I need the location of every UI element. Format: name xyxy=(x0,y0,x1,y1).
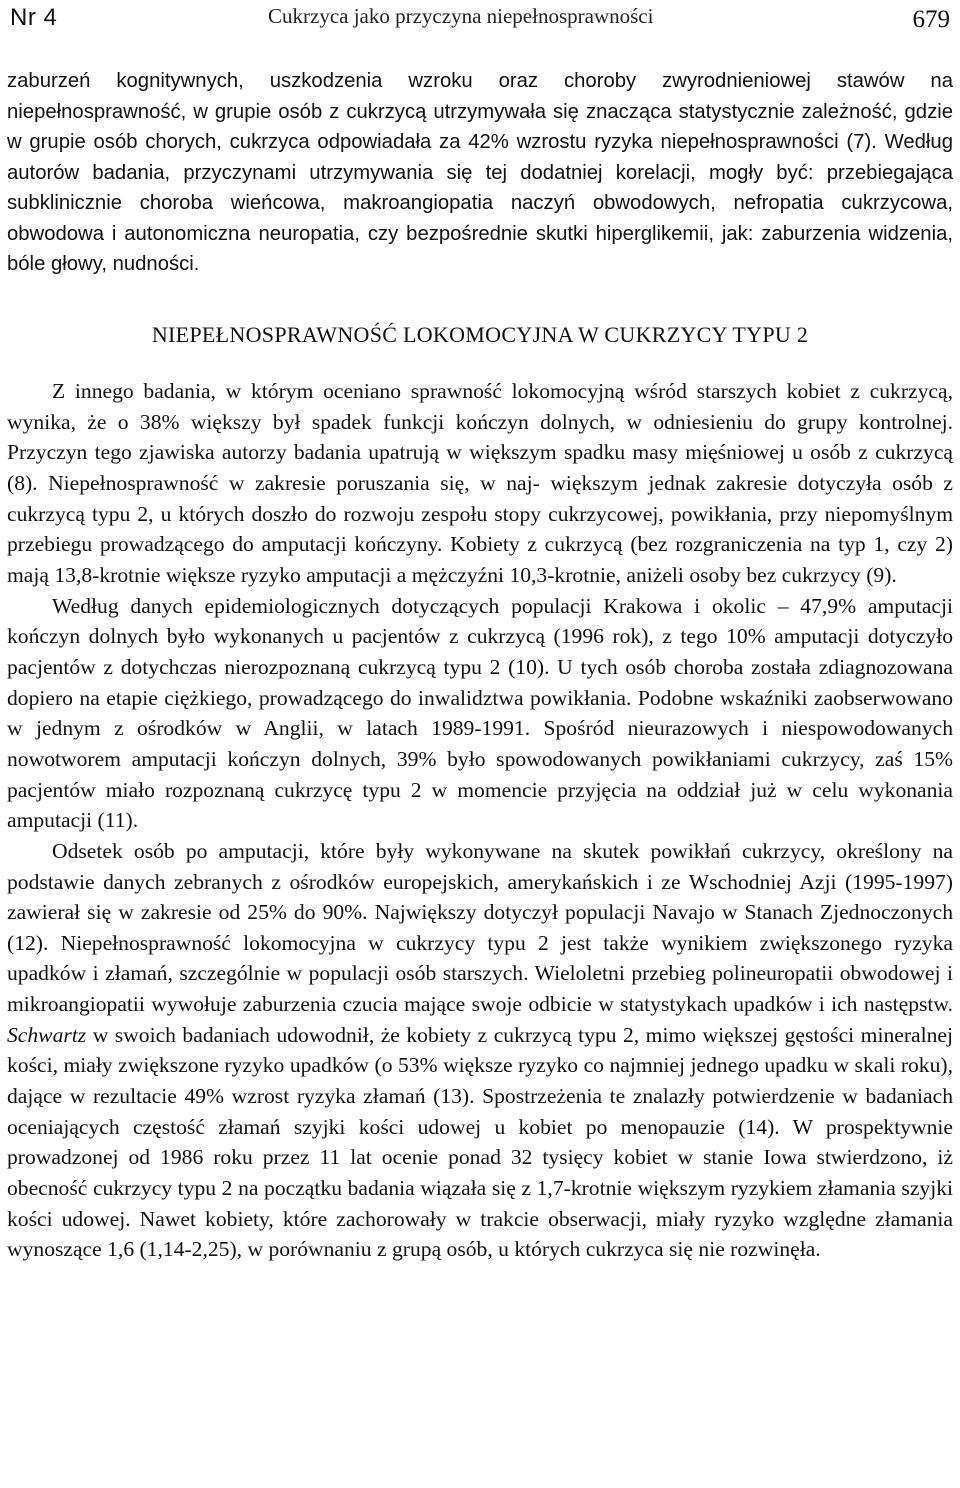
running-header xyxy=(10,4,950,40)
issue-number: Nr 4 xyxy=(10,4,58,31)
paragraph-3-text-start: Odsetek osób po amputacji, które były wykonywane na skutek powikłań cukrzycy, określony na podstawie danych zebranych z ośrodków europejskich, amerykańskich i ze Wschodniej Azji (1995-1997) zawierał się w zakresie od 25% do 90%. Największy dotyczył populacji Navajo w Stanach Zjednoczonych (12). Niepełnosprawność lokomocyjna w cukrzycy typu 2 jest także wynikiem zwiększonego ryzyka upadków i złamań, szczególnie w populacji osób starszych. Wieloletni przebieg polineuropatii obwodowej i mikroangiopatii wywołuje zaburzenia czucia mające swoje odbicie w statystykach upadków i ich następstw. xyxy=(7,838,953,1017)
running-title: Cukrzyca jako przyczyna niepełnosprawności xyxy=(268,4,654,28)
continued-paragraph: zaburzeń kognitywnych, uszkodzenia wzroku oraz choroby zwyrodnieniowej stawów na niepełnosprawność, w grupie osób z cukrzycą utrzymywała się znacząca statystycznie zależność, gdzie w grupie osób chorych, cukrzyca odpowiadała za 42% wzrostu ryzyka niepełnosprawności (7). Według autorów badania, przyczynami utrzymywania się tej dodatniej korelacji, mogły być: przebiegająca subklinicznie choroba wieńcowa, makroangiopatia naczyń obwodowych, nefropatia cukrzycowa, obwodowa i autonomiczna neuropatia, czy bezpośrednie skutki hiperglikemii, jak: zaburzenia widzenia, bóle głowy, nudności. xyxy=(7,70,953,275)
section-heading: NIEPEŁNOSPRAWNOŚĆ LOKOMOCYJNA W CUKRZYCY TYPU 2 xyxy=(151,322,809,347)
section-body xyxy=(7,376,953,1265)
body-paragraph-2: Według danych epidemiologicznych dotyczących populacji Krakowa i okolic – 47,9% amputacji kończyn dolnych było wykonanych u pacjentów z cukrzycą (1996 rok), z tego 10% amputacji dotyczyło pacjentów z dotychczas nierozpoznaną cukrzycą typu 2 (10). U tych osób choroba została zdiagnozowana dopiero na etapie ciężkiego, prowadzącego do inwalidztwa powikłania. Podobne wskaźniki zaobserwowano w jednym z ośrodków w Anglii, w latach 1989-1991. Spośród nieurazowych i niespowodowanych nowotworem amputacji kończyn dolnych, 39% było spowodowanych powikłaniami cukrzycy, zaś 15% pacjentów miało rozpoznaną cukrzycę typu 2 w momencie przyjęcia na oddział już w celu wykonania amputacji (11). xyxy=(7,593,953,833)
body-paragraph-1: Z innego badania, w którym oceniano sprawność lokomocyjną wśród starszych kobiet z cukrzycą, wynika, że o 38% większy był spadek funkcji kończyn dolnych, w odniesieniu do grupy kontrolnej. Przyczyn tego zjawiska autorzy badania upatrują w większym spadku masy mięśniowej u osób z cukrzycą (8). Niepełnosprawność w zakresie poruszania się, w naj- większym jednak zakresie dotyczyła osób z cukrzycą typu 2, u których doszło do rozwoju zespołu stopy cukrzycowej, powikłania, przy niepomyślnym przebiegu prowadzącego do amputacji kończyny. Kobiety z cukrzycą (bez rozgraniczenia na typ 1, czy 2) mają 13,8-krotnie większe ryzyko amputacji a mężczyźni 10,3-krotnie, aniżeli osoby bez cukrzycy (9). xyxy=(7,379,953,587)
page-number: 679 xyxy=(912,6,950,33)
author-name-italic: Schwartz xyxy=(7,1022,87,1047)
body-paragraph-3 xyxy=(7,836,953,1265)
paragraph-3-text-end: w swoich badaniach udowodnił, że kobiety z cukrzycą typu 2, mimo większej gęstości mineralnej kości, miały zwiększone ryzyko upadków (o 53% większe ryzyko co najmniej jednego upadku w skali roku), dające w rezultacie 49% wzrost ryzyka złamań (13). Spostrzeżenia te znalazły potwierdzenie w badaniach oceniających częstość złamań szyjki kości udowej u kobiet po menopauzie (14). W prospektywnie prowadzonej od 1986 roku przez 11 lat ocenie ponad 32 tysięcy kobiet w stanie Iowa stwierdzono, iż obecność cukrzycy typu 2 na początku badania wiązała się z 1,7-krotnie większym ryzykiem złamania szyjki kości udowej. Nawet kobiety, które zachorowały w trakcie obserwacji, miały ryzyko względne złamania wynoszące 1,6 (1,14-2,25), w porównaniu z grupą osób, u których cukrzyca się nie rozwinęła. xyxy=(7,1022,953,1262)
